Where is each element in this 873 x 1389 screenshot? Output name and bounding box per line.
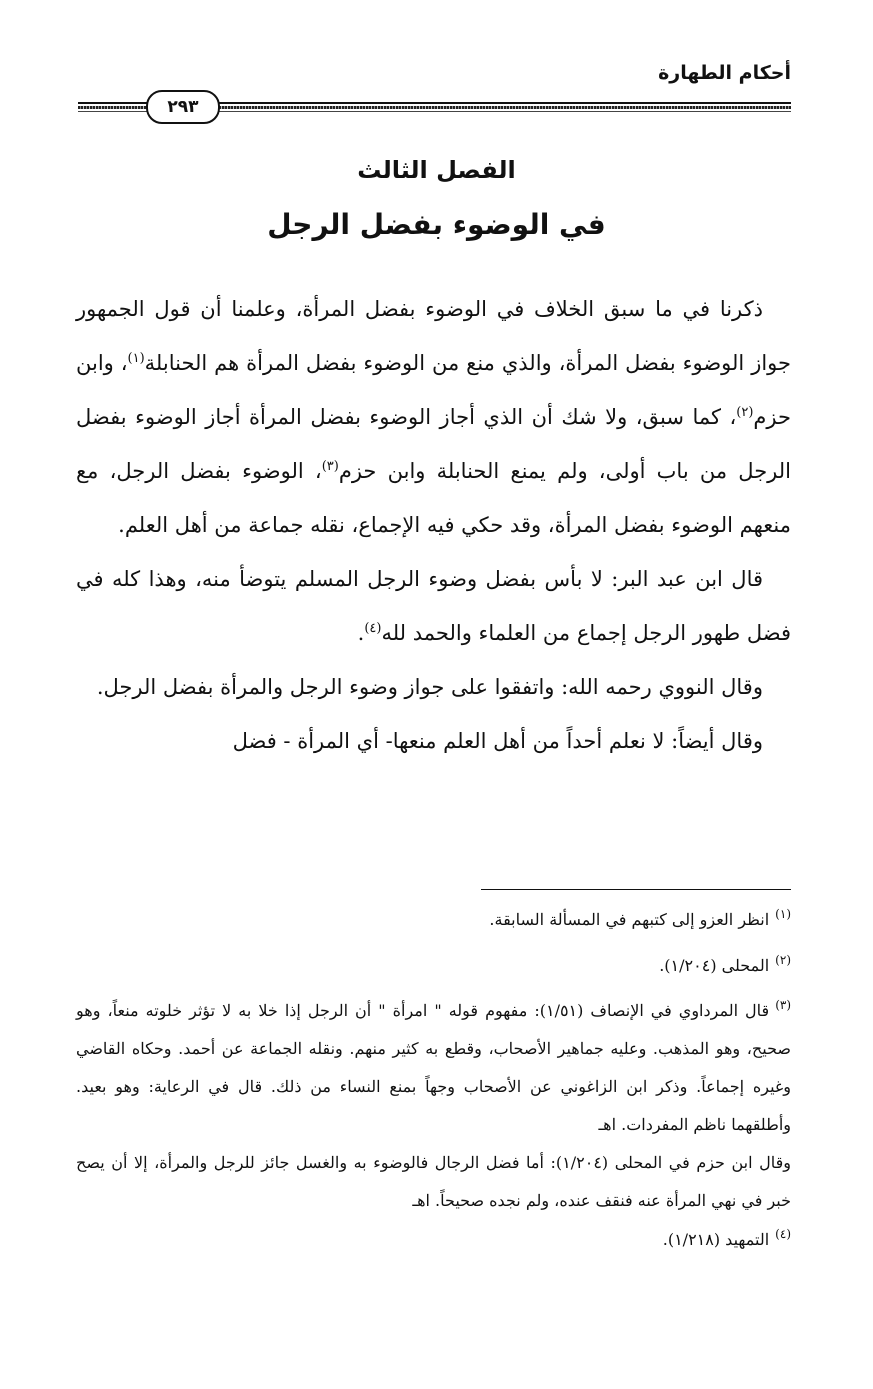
footnote-ref-2[interactable]: (٢) [736,405,754,420]
footnote-text-4: التمهيد (١/٢١٨). [662,1230,770,1249]
paragraph-2-part-a: قال ابن عبد البر: لا بأس بفضل وضوء الرجل المسلم يتوضأ منه، وهذا كله في فضل طهور الرجل إجماع من العلماء والحمد لله [76,567,791,645]
paragraph-1-part-b: ، وابن حزم [76,351,791,429]
paragraph-1-part-a: ذكرنا في ما سبق الخلاف في الوضوء بفضل المرأة، وعلمنا أن قول الجمهور جواز الوضوء بفضل المرأة، والذي منع من الوضوء بفضل المرأة هم الحنابلة [76,297,791,375]
footnote-ref-4[interactable]: (٤) [364,621,382,636]
footnote-text-3: قال المرداوي في الإنصاف (١/٥١): مفهوم قوله " امرأة " أن الرجل إذا خلا به لا تؤثر خلوته منعاً، وهو صحيح، وهو المذهب. وعليه جماهير الأصحاب، وقطع به كثير منهم. ونقله الجماعة عن أحمد. وحكاه القاضي وغيره إجماعاً. وذكر ابن الزاغوني عن الأصحاب وجهاً بمنع النساء من ذلك. قال في الرعاية: وهو بعيد. وأطلقهما ناظم المفردات. اهـ [76,1001,791,1134]
paragraph-1 [76,282,791,552]
footnote-3-continued [76,1144,791,1220]
footnote-text-3-continued: وقال ابن حزم في المحلى (١/٢٠٤): أما فضل الرجال فالوضوء به والغسل جائز للرجل والمرأة، إلا أن يصح خبر في نهي المرأة عنه فنقف عنده، ولم نجده صحيحاً. اهـ [76,1153,791,1210]
footnote-4 [76,1220,791,1260]
footnote-ref-1[interactable]: (١) [127,351,145,366]
main-text [76,282,791,768]
running-header-title: أحكام الطهارة [658,62,791,84]
footnote-number-3: (٣) [775,998,792,1012]
footnote-ref-3[interactable]: (٣) [321,459,339,474]
footnote-2 [76,946,791,986]
paragraph-2-part-b: . [357,621,365,645]
page-number: ٢٩٣ [167,97,199,117]
footnote-3 [76,992,791,1144]
footnote-text-2: المحلى (١/٢٠٤). [659,956,770,975]
paragraph-4: وقال أيضاً: لا نعلم أحداً من أهل العلم منعها- أي المرأة - فضل [232,729,763,753]
paragraph-2 [76,552,791,660]
paragraph-1-part-c: ، كما سبق، ولا شك أن الذي أجاز الوضوء بفضل المرأة أجاز الوضوء بفضل الرجل من باب أولى، ولم يمنع الحنابلة وابن حزم [76,405,792,483]
paragraph-1-part-d: ، الوضوء بفضل الرجل، مع منعهم الوضوء بفضل المرأة، وقد حكي فيه الإجماع، نقله جماعة من أهل العلم. [76,459,791,537]
footnote-number-1: (١) [775,907,791,921]
chapter-label: الفصل الثالث [357,156,516,184]
chapter-title: في الوضوء بفضل الرجل [267,208,606,241]
footnote-1 [76,900,791,940]
footnote-number-4: (٤) [775,1227,791,1241]
footnote-text-1: انظر العزو إلى كتبهم في المسألة السابقة. [489,910,770,929]
footnote-separator [481,889,791,890]
footnotes [76,900,791,1260]
footnote-number-2: (٢) [775,953,791,967]
page-number-badge [146,90,220,124]
paragraph-3: وقال النووي رحمه الله: واتفقوا على جواز وضوء الرجل والمرأة بفضل الرجل. [96,675,763,699]
